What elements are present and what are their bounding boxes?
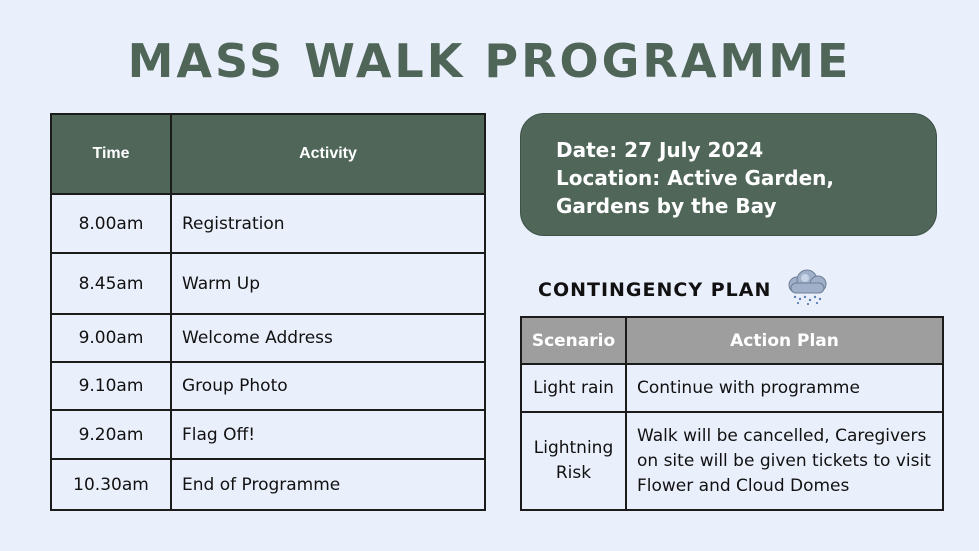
event-location-line2: Gardens by the Bay (556, 194, 777, 218)
contingency-heading-text: CONTINGENCY PLAN (538, 278, 772, 301)
action-plan-cell: Continue with programme (626, 364, 943, 412)
table-row (51, 410, 485, 459)
activity-cell: End of Programme (171, 459, 485, 510)
scenario-cell: Lightning Risk (521, 412, 626, 510)
time-cell: 9.10am (51, 362, 171, 410)
time-cell: 8.00am (51, 194, 171, 253)
table-row (51, 314, 485, 362)
activity-cell: Group Photo (171, 362, 485, 410)
table-row (51, 253, 485, 314)
activity-cell: Warm Up (171, 253, 485, 314)
table-row (51, 459, 485, 510)
time-cell: 8.45am (51, 253, 171, 314)
time-cell: 9.00am (51, 314, 171, 362)
event-info-box (520, 113, 937, 236)
scenario-cell: Light rain (521, 364, 626, 412)
table-row (51, 362, 485, 410)
activity-cell: Registration (171, 194, 485, 253)
schedule-header-row (51, 114, 485, 194)
time-cell: 10.30am (51, 459, 171, 510)
activity-cell: Flag Off! (171, 410, 485, 459)
action-plan-cell: Walk will be cancelled, Caregivers on site will be given tickets to visit Flower and Cloud Domes (626, 412, 943, 510)
contingency-header-row (521, 317, 943, 364)
action-plan-column-header: Action Plan (626, 317, 943, 364)
page-title: MASS WALK PROGRAMME (127, 34, 852, 88)
event-date: Date: 27 July 2024 (556, 138, 764, 162)
table-row (521, 364, 943, 412)
contingency-heading (538, 268, 831, 311)
activity-column-header: Activity (171, 114, 485, 194)
schedule-table (50, 113, 486, 511)
scenario-column-header: Scenario (521, 317, 626, 364)
contingency-table (520, 316, 944, 511)
event-location-line1: Location: Active Garden, (556, 166, 834, 190)
time-cell: 9.20am (51, 410, 171, 459)
table-row (521, 412, 943, 510)
time-column-header: Time (51, 114, 171, 194)
activity-cell: Welcome Address (171, 314, 485, 362)
table-row (51, 194, 485, 253)
rain-cloud-icon (783, 268, 831, 311)
